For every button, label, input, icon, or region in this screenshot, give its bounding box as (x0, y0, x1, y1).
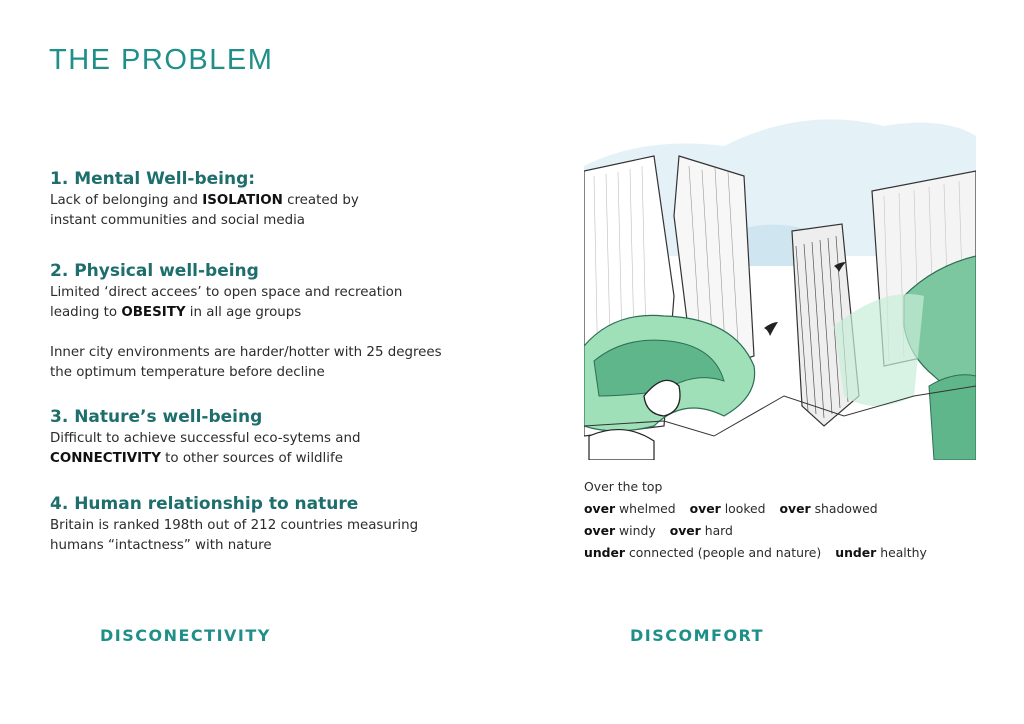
section-mental-wellbeing (50, 169, 490, 231)
body-text: Limited ‘direct accees’ to open space and recreation (50, 285, 403, 300)
bird-icon (764, 322, 778, 336)
caption-term (584, 523, 656, 538)
illustration-caption (584, 476, 941, 564)
body-text: humans “intactness” with nature (50, 538, 272, 553)
caption-term-word: healthy (876, 545, 927, 560)
caption-term-prefix: over (779, 501, 811, 516)
caption-term-word: whelmed (615, 501, 676, 516)
caption-term-prefix: under (835, 545, 877, 560)
caption-row (584, 520, 941, 542)
emphasis-term: ISOLATION (202, 193, 283, 208)
section-physical-wellbeing (50, 261, 490, 383)
caption-row (584, 498, 941, 520)
caption-term-word: shadowed (810, 501, 878, 516)
body-text: Inner city environments are harder/hotter with 25 degrees (50, 345, 442, 360)
section-body (50, 191, 490, 231)
section-heading: 3. Nature’s well-being (50, 407, 263, 427)
section-heading: 1. Mental Well-being: (50, 169, 256, 189)
caption-term (670, 523, 733, 538)
page-title: THE PROBLEM (49, 44, 274, 76)
caption-term-prefix: over (669, 523, 701, 538)
emphasis-term: CONNECTIVITY (50, 451, 161, 466)
body-text: created by (282, 193, 359, 208)
section-body (50, 429, 490, 469)
section-human-relationship (50, 494, 490, 556)
figure-shape (589, 430, 654, 460)
section-nature-wellbeing (50, 407, 490, 469)
caption-term-prefix: over (689, 501, 721, 516)
caption-heading: Over the top (584, 479, 663, 494)
caption-term (690, 501, 766, 516)
caption-term-word: windy (615, 523, 656, 538)
caption-term (584, 545, 821, 560)
caption-term-prefix: over (584, 523, 616, 538)
caption-row (584, 542, 941, 564)
caption-term (584, 501, 676, 516)
caption-term-prefix: under (584, 545, 626, 560)
body-text: leading to (50, 305, 122, 320)
caption-term-word: looked (720, 501, 766, 516)
caption-term (780, 501, 878, 516)
caption-term-word: hard (700, 523, 733, 538)
body-text: Lack of belonging and (50, 193, 203, 208)
body-text: Britain is ranked 198th out of 212 countries measuring (50, 518, 419, 533)
caption-term-word: connected (people and nature) (625, 545, 822, 560)
city-sketch-illustration (584, 96, 976, 460)
caption-term (835, 545, 927, 560)
body-text: the optimum temperature before decline (50, 365, 325, 380)
body-text: Difficult to achieve successful eco-sytems and (50, 431, 361, 446)
body-text: instant communities and social media (50, 213, 306, 228)
body-text: in all age groups (185, 305, 302, 320)
section-body (50, 516, 490, 556)
section-heading: 2. Physical well-being (50, 261, 259, 281)
body-text: to other sources of wildlife (160, 451, 343, 466)
section-body (50, 283, 490, 323)
footer-label-right: DISCOMFORT (630, 626, 765, 645)
section-body (50, 343, 490, 383)
emphasis-term: OBESITY (121, 305, 186, 320)
section-heading: 4. Human relationship to nature (50, 494, 359, 514)
caption-term-prefix: over (584, 501, 616, 516)
footer-label-left: DISCONECTIVITY (100, 626, 271, 645)
